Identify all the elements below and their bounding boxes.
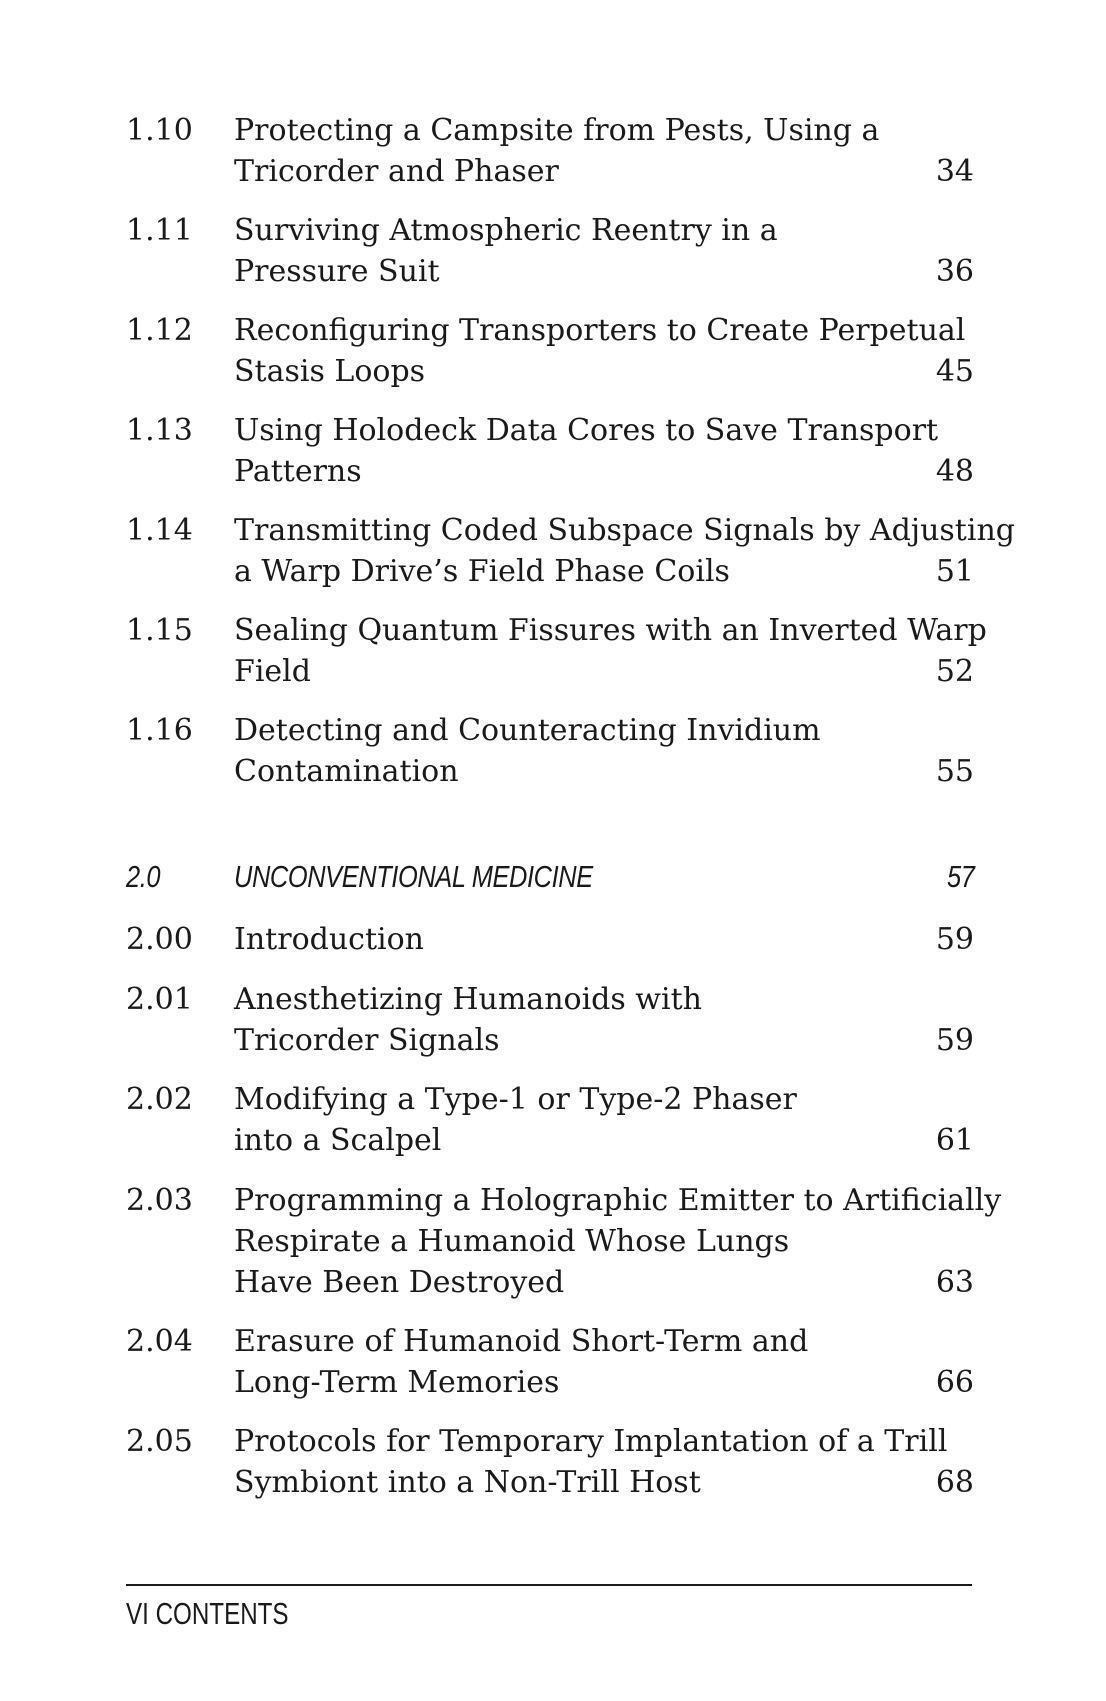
section-title: UNCONVENTIONAL MEDICINE — [234, 859, 593, 894]
entry-title-line: Surviving Atmospheric Reentry in a — [234, 213, 778, 248]
entry-title — [234, 919, 954, 960]
entry-title-line: Symbiont into a Non-Trill Host — [234, 1465, 701, 1500]
entry-title-line: Protocols for Temporary Implantation of a Trill — [234, 1424, 948, 1459]
entry-title-line: Sealing Quantum Fissures with an Inverted Warp — [234, 613, 987, 648]
entry-title-line: into a Scalpel — [234, 1123, 442, 1158]
entry-title-line: Respirate a Humanoid Whose Lungs — [234, 1224, 790, 1259]
entry-page-number: 61 — [935, 1123, 974, 1158]
entry-title-line: Programming a Holographic Emitter to Artificially — [234, 1183, 1002, 1218]
entry-page-number: 45 — [935, 354, 974, 389]
entry-title-line: Stasis Loops — [234, 354, 426, 389]
running-footer: VI CONTENTS — [126, 1596, 289, 1631]
entry-number: 2.00 — [126, 922, 193, 957]
entry-number: 2.02 — [126, 1082, 193, 1117]
footer-divider — [126, 1584, 972, 1586]
entry-title-line: a Warp Drive’s Field Phase Coils — [234, 554, 730, 589]
entry-title-line: Introduction — [234, 922, 424, 957]
entry-page-number: 51 — [935, 554, 974, 589]
entry-number: 1.11 — [126, 213, 193, 248]
entry-title-line: Modifying a Type-1 or Type-2 Phaser — [234, 1082, 797, 1117]
entry-title — [234, 110, 954, 192]
entry-number: 2.01 — [126, 982, 193, 1017]
entry-number: 1.14 — [126, 513, 193, 548]
entry-title — [234, 1421, 954, 1503]
entry-page-number: 34 — [935, 154, 974, 189]
entry-title-line: Anesthetizing Humanoids with — [234, 982, 702, 1017]
entry-title-line: Tricorder and Phaser — [234, 154, 559, 189]
entry-title-line: Pressure Suit — [234, 254, 440, 289]
entry-title — [234, 710, 954, 792]
entry-title-line: Have Been Destroyed — [234, 1265, 565, 1300]
entry-number: 2.03 — [126, 1183, 193, 1218]
entry-title-line: Erasure of Humanoid Short-Term and — [234, 1324, 809, 1359]
entry-page-number: 48 — [935, 454, 974, 489]
entry-title-line: Contamination — [234, 754, 459, 789]
section-page-number: 57 — [946, 859, 974, 894]
entry-number: 1.10 — [126, 113, 193, 148]
entry-page-number: 59 — [935, 1023, 974, 1058]
section-number: 2.0 — [126, 859, 161, 894]
entry-title-line: Using Holodeck Data Cores to Save Transport — [234, 413, 939, 448]
entry-page-number: 55 — [935, 754, 974, 789]
entry-title-line: Field — [234, 654, 311, 689]
entry-page-number: 63 — [935, 1265, 974, 1300]
entry-title — [234, 1079, 954, 1161]
entry-number: 1.12 — [126, 313, 193, 348]
entry-page-number: 68 — [935, 1465, 974, 1500]
entry-title-line: Long-Term Memories — [234, 1365, 560, 1400]
entry-title-line: Reconfiguring Transporters to Create Perpetual — [234, 313, 966, 348]
entry-title-line: Patterns — [234, 454, 362, 489]
entry-title-line: Protecting a Campsite from Pests, Using a — [234, 113, 880, 148]
entry-number: 1.13 — [126, 413, 193, 448]
entry-number: 1.15 — [126, 613, 193, 648]
entry-page-number: 36 — [935, 254, 974, 289]
entry-page-number: 66 — [935, 1365, 974, 1400]
entry-number: 1.16 — [126, 713, 193, 748]
entry-title-line: Detecting and Counteracting Invidium — [234, 713, 821, 748]
entry-title-line: Transmitting Coded Subspace Signals by Adjusting — [234, 513, 1015, 548]
entry-number: 2.05 — [126, 1424, 193, 1459]
entry-title — [234, 410, 954, 492]
entry-title — [234, 210, 954, 292]
entry-title — [234, 1321, 954, 1403]
entry-title-line: Tricorder Signals — [234, 1023, 500, 1058]
entry-number: 2.04 — [126, 1324, 193, 1359]
entry-page-number: 52 — [935, 654, 974, 689]
entry-page-number: 59 — [935, 922, 974, 957]
entry-title — [234, 979, 954, 1061]
